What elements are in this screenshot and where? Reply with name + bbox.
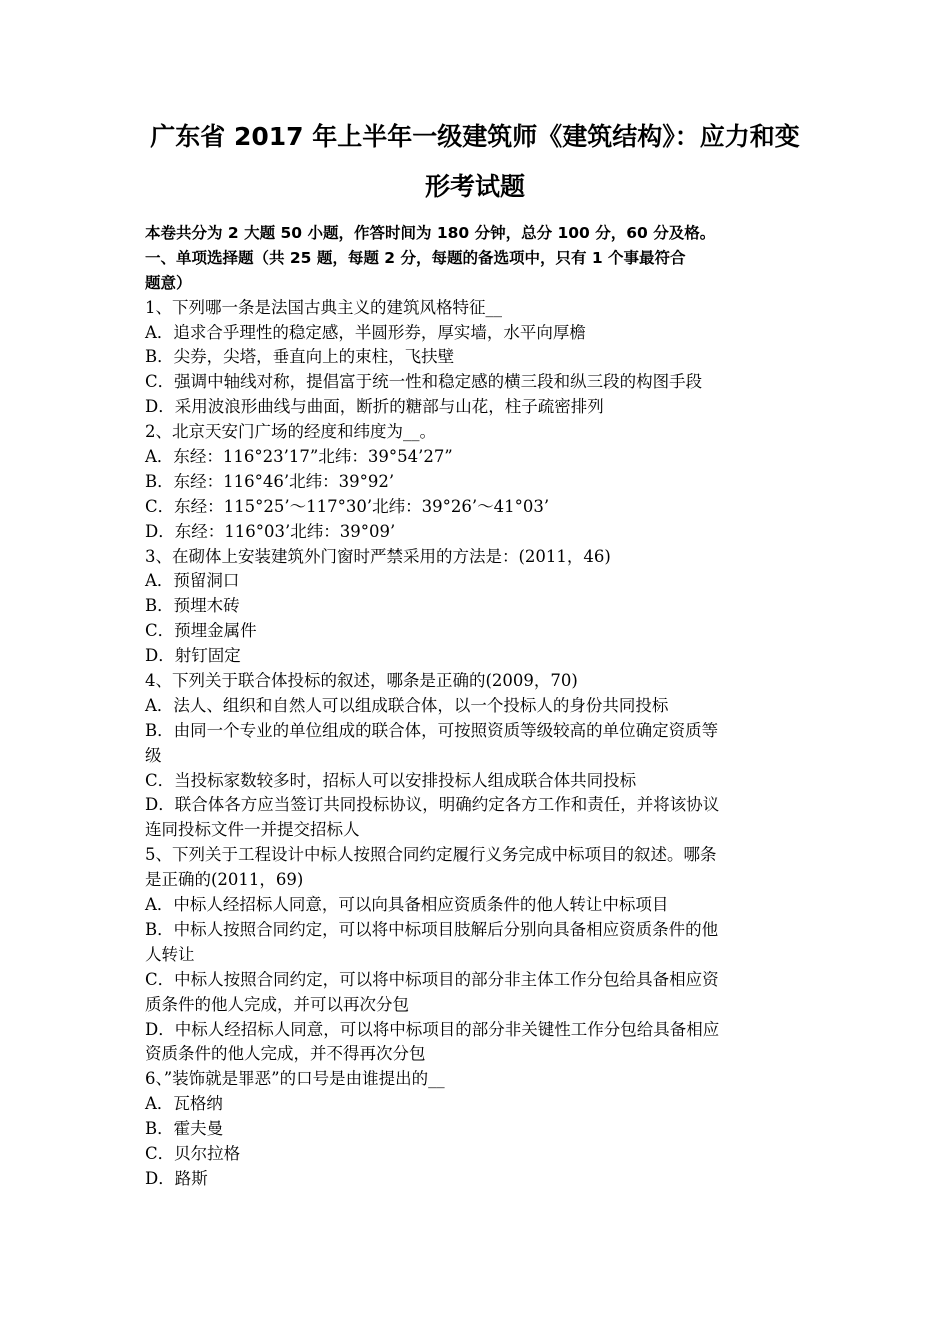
document-body [145, 221, 813, 1192]
option-b: B．由同一个专业的单位组成的联合体，可按照资质等级较高的单位确定资质等 [145, 720, 719, 740]
option-d: D．采用波浪形曲线与曲面，断折的糖部与山花，柱子疏密排列 [145, 397, 604, 417]
option-a: A．东经：116°23’17”北纬：39°54’27” [145, 447, 453, 467]
option-d: D．路斯 [145, 1168, 208, 1188]
question-stem: 5、下列关于工程设计中标人按照合同约定履行义务完成中标项目的叙述。哪条 [145, 845, 717, 865]
document-title-line-1: 广东省 2017 年上半年一级建筑师《建筑结构》：应力和变 [150, 122, 800, 151]
option-d: D．联合体各方应当签订共同投标协议，明确约定各方工作和责任，并将该协议 [145, 795, 720, 815]
question-stem: 1、下列哪一条是法国古典主义的建筑风格特征__ [145, 297, 502, 317]
option-b: B．东经：116°46’北纬：39°92’ [145, 471, 395, 491]
option-c-continued: 质条件的他人完成，并可以再次分包 [145, 994, 409, 1014]
option-a: A．瓦格纳 [145, 1094, 223, 1114]
option-c: C．当投标家数较多时，招标人可以安排投标人组成联合体共同投标 [145, 770, 637, 790]
question-6 [145, 1067, 813, 1191]
option-c: C．中标人按照合同约定，可以将中标项目的部分非主体工作分包给具备相应资 [145, 969, 719, 989]
option-b: B．霍夫曼 [145, 1119, 224, 1139]
option-b: B．中标人按照合同约定，可以将中标项目肢解后分别向具备相应资质条件的他 [145, 919, 719, 939]
question-stem: 2、北京天安门广场的经度和纬度为__。 [145, 422, 436, 442]
section-heading-line-2: 题意） [145, 273, 192, 292]
option-a: A．追求合乎理性的稳定感，半圆形券，厚实墙，水平向厚檐 [145, 322, 586, 342]
option-c: C．东经：115°25’～117°30’北纬：39°26’～41°03’ [145, 496, 550, 516]
option-b: B．预埋木砖 [145, 596, 240, 616]
option-a: A．法人、组织和自然人可以组成联合体，以一个投标人的身份共同投标 [145, 695, 669, 715]
option-a: A．中标人经招标人同意，可以向具备相应资质条件的他人转让中标项目 [145, 895, 669, 915]
option-d-continued: 连同投标文件一并提交招标人 [145, 820, 360, 840]
option-d: D．东经：116°03’北纬：39°09’ [145, 521, 396, 541]
question-stem: 4、下列关于联合体投标的叙述，哪条是正确的(2009，70) [145, 671, 578, 691]
option-c: C．预埋金属件 [145, 621, 257, 641]
exam-intro: 本卷共分为 2 大题 50 小题，作答时间为 180 分钟，总分 100 分，60 分及格。 [145, 224, 716, 242]
option-d: D．射钉固定 [145, 646, 241, 666]
option-c: C．强调中轴线对称，提倡富于统一性和稳定感的横三段和纵三段的构图手段 [145, 372, 703, 392]
option-b-continued: 级 [145, 745, 162, 765]
option-d-continued: 资质条件的他人完成，并不得再次分包 [145, 1044, 426, 1064]
section-heading-line-1: 一、单项选择题（共 25 题，每题 2 分，每题的备选项中，只有 1 个事最符合 [145, 248, 686, 267]
option-c: C．贝尔拉格 [145, 1143, 241, 1163]
option-b: B．尖券，尖塔，垂直向上的束柱，飞扶壁 [145, 347, 455, 367]
option-a: A．预留洞口 [145, 571, 240, 591]
option-b-continued: 人转让 [145, 944, 195, 964]
question-stem-continued: 是正确的(2011，69) [145, 870, 304, 890]
question-1 [145, 296, 813, 420]
question-stem: 3、在砌体上安装建筑外门窗时严禁采用的方法是：(2011，46) [145, 546, 611, 566]
question-stem: 6、”装饰就是罪恶”的口号是由谁提出的__ [145, 1069, 445, 1089]
option-d: D．中标人经招标人同意，可以将中标项目的部分非关键性工作分包给具备相应 [145, 1019, 720, 1039]
question-3 [145, 545, 813, 669]
question-5 [145, 843, 813, 1067]
question-2 [145, 420, 813, 544]
question-4 [145, 669, 813, 843]
document-title-line-2: 形考试题 [424, 172, 525, 201]
